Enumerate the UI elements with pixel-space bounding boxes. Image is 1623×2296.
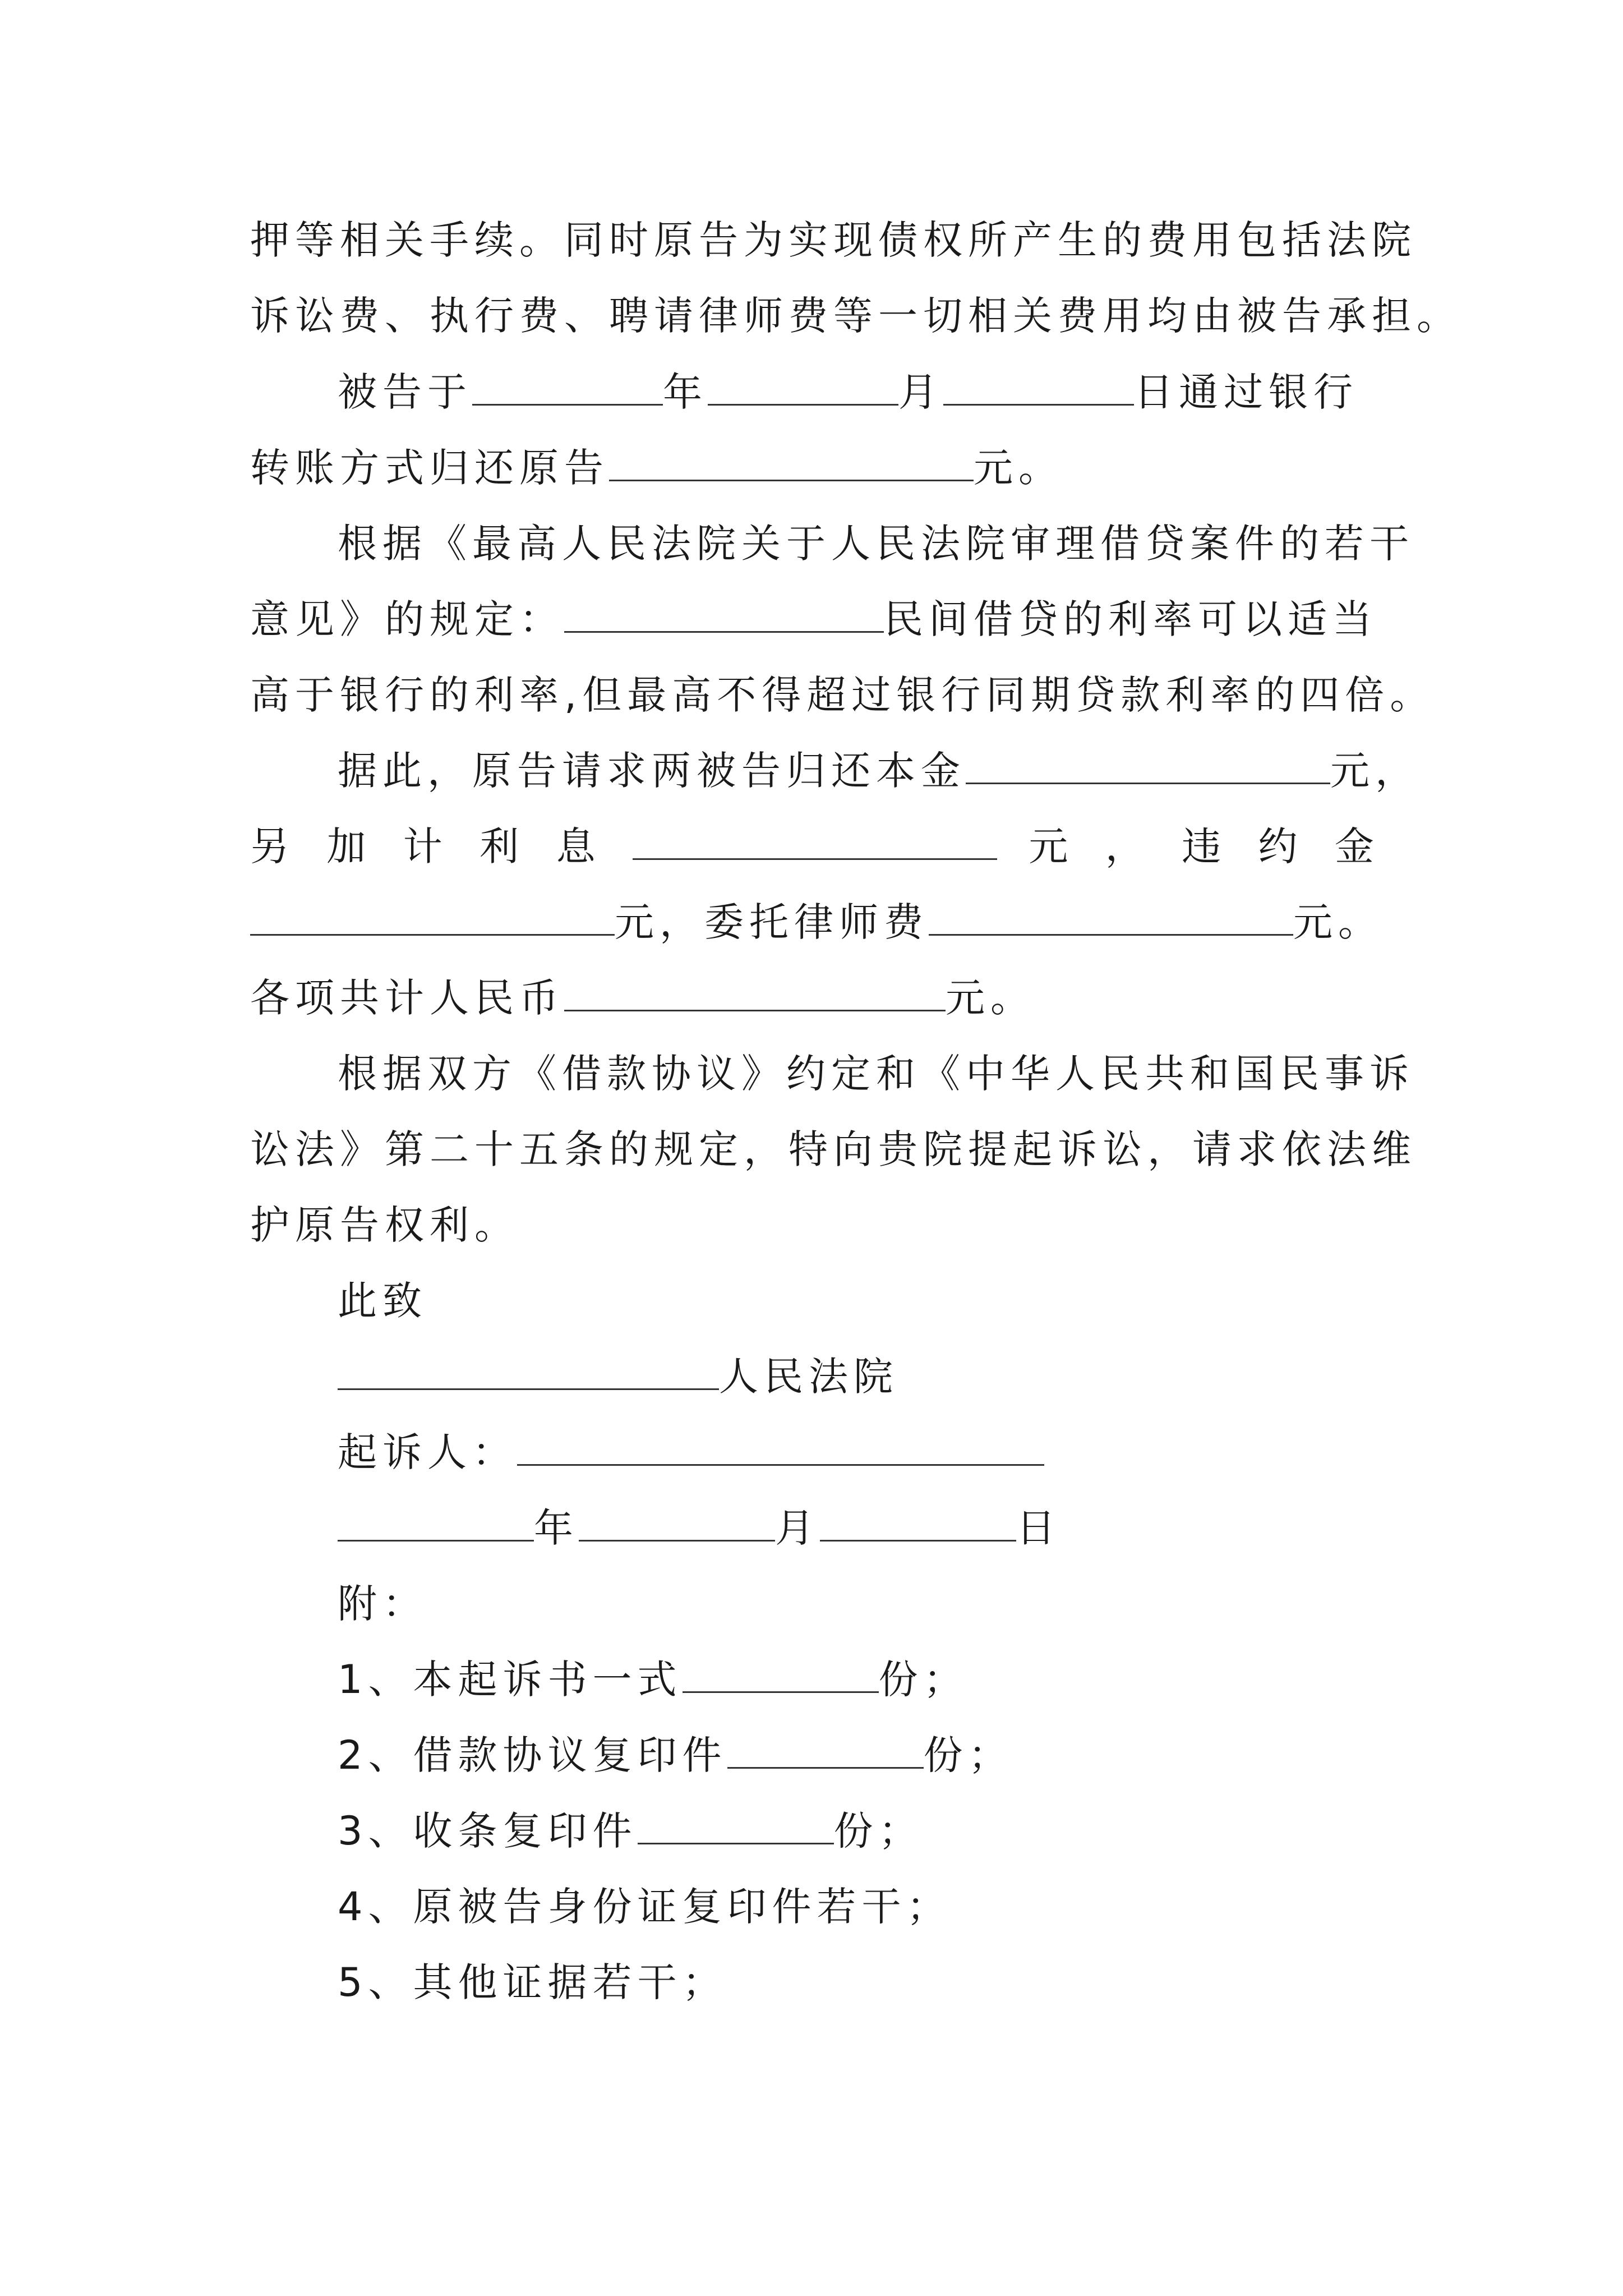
fill-in-blank (517, 1433, 1044, 1466)
text: 月 (775, 1505, 820, 1551)
paragraph-line (250, 975, 1035, 1021)
text: 元 (1029, 823, 1074, 869)
text: 计 (403, 823, 448, 869)
paragraph-line (250, 823, 1380, 869)
paragraph-line (250, 596, 1377, 642)
fill-in-blank (564, 978, 946, 1011)
paragraph-line (338, 748, 1420, 794)
text: 年 (663, 369, 708, 415)
text: 1、本起诉书一式 (338, 1657, 683, 1703)
text: 另 (250, 823, 295, 869)
text: 被告于 (338, 369, 472, 415)
text: 元。 (974, 445, 1063, 491)
text: 息 (556, 823, 601, 869)
text: 元， (1330, 748, 1420, 794)
fill-in-blank (683, 1660, 879, 1693)
text: 利 (479, 823, 525, 869)
text: 份； (833, 1808, 924, 1854)
paragraph-line (338, 369, 1358, 415)
attachment-item (338, 1808, 924, 1854)
salutation: 此致 (338, 1278, 427, 1324)
text: 转账方式归还原告 (250, 445, 609, 491)
paragraph-line: 根据双方《借款协议》约定和《中华人民共和国民事诉 (338, 1051, 1414, 1097)
fill-in-blank (633, 827, 997, 860)
text: 元，委托律师费 (615, 899, 929, 945)
attachment-item (338, 1732, 1013, 1778)
text: 份； (923, 1732, 1013, 1778)
fill-in-blank (929, 903, 1293, 936)
text: 民间借贷的利率可以适当 (884, 596, 1377, 642)
paragraph-line: 押等相关手续。同时原告为实现债权所产生的费用包括法院 (250, 217, 1417, 263)
text: 据此，原告请求两被告归还本金 (338, 748, 966, 794)
date-line (338, 1505, 1061, 1551)
text: 3、收条复印件 (338, 1808, 638, 1854)
fill-in-blank (579, 1508, 775, 1542)
text: 元。 (946, 975, 1035, 1021)
paragraph-line: 讼法》第二十五条的规定，特向贵院提起诉讼，请求依法维 (250, 1126, 1417, 1172)
attachments-heading: 附： (338, 1581, 427, 1627)
text: 意见》的规定： (250, 596, 564, 642)
text: 人民法院 (719, 1354, 898, 1400)
fill-in-blank (943, 372, 1134, 406)
fill-in-blank (820, 1508, 1016, 1542)
text: 加 (326, 823, 372, 869)
paragraph-line (250, 899, 1383, 945)
fill-in-blank (638, 1811, 834, 1844)
attachment-item (338, 1657, 969, 1703)
text: 各项共计人民币 (250, 975, 564, 1021)
attachment-item: 4、原被告身份证复印件若干； (338, 1884, 952, 1930)
paragraph-line: 护原告权利。 (250, 1202, 519, 1248)
fill-in-blank (564, 600, 884, 633)
paragraph-line (250, 445, 1063, 491)
fill-in-blank (727, 1736, 924, 1769)
fill-in-blank (708, 372, 898, 406)
text: 违 (1182, 823, 1227, 869)
text: 元。 (1293, 899, 1383, 945)
text: 日 (1016, 1505, 1061, 1551)
fill-in-blank (250, 903, 615, 936)
text: ， (1105, 823, 1150, 869)
text: 月 (898, 369, 943, 415)
text: 日通过银行 (1134, 369, 1358, 415)
text: 起诉人： (338, 1429, 517, 1475)
text: 份； (878, 1657, 969, 1703)
fill-in-blank (472, 372, 663, 406)
fill-in-blank (338, 1357, 719, 1390)
fill-in-blank (609, 448, 974, 481)
fill-in-blank (338, 1508, 534, 1542)
fill-in-blank (966, 751, 1330, 784)
text: 金 (1334, 823, 1380, 869)
paragraph-line: 高于银行的利率,但最高不得超过银行同期贷款利率的四倍。 (250, 672, 1435, 718)
attachment-item: 5、其他证据若干； (338, 1959, 727, 2005)
text: 约 (1258, 823, 1303, 869)
paragraph-line: 根据《最高人民法院关于人民法院审理借贷案件的若干 (338, 521, 1414, 567)
paragraph-line: 诉讼费、执行费、聘请律师费等一切相关费用均由被告承担。 (250, 293, 1461, 339)
court-line (338, 1354, 898, 1400)
text: 2、借款协议复印件 (338, 1732, 727, 1778)
plaintiff-line (338, 1429, 1044, 1475)
text: 年 (534, 1505, 579, 1551)
